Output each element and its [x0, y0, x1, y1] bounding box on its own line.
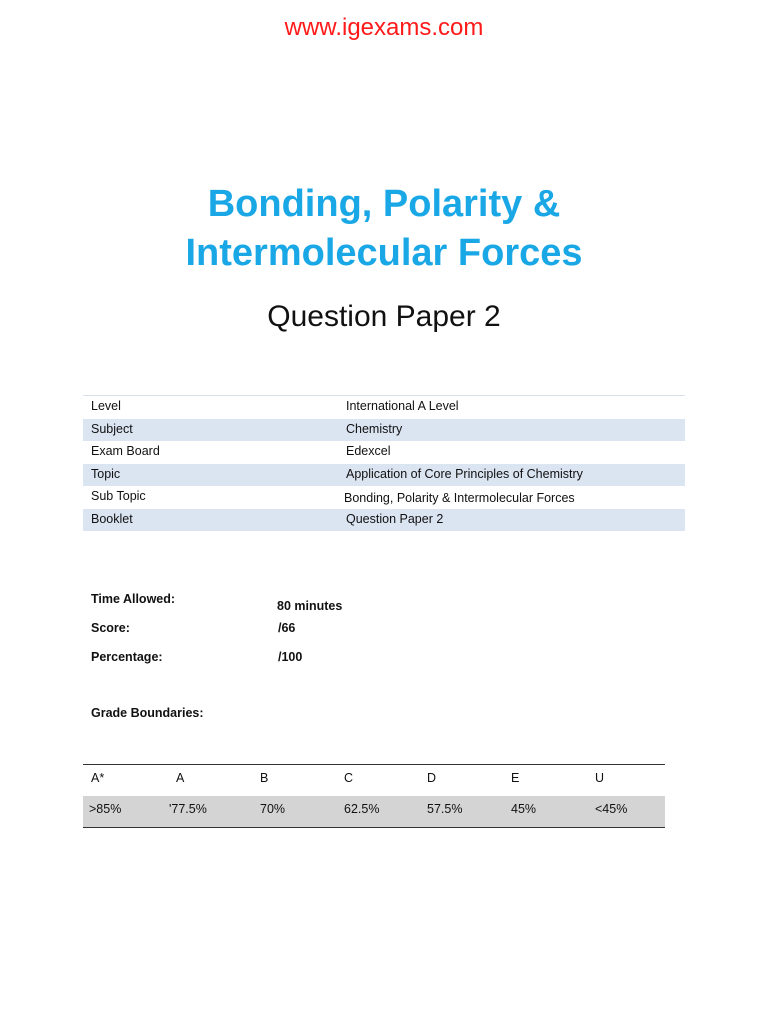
score-value: /66 — [278, 621, 296, 635]
grade-header-row — [83, 764, 665, 797]
grade-header-cell: B — [260, 771, 269, 785]
info-label: Sub Topic — [91, 489, 146, 503]
score-label: Score: — [91, 621, 130, 635]
grade-header-cell: A — [176, 771, 185, 785]
info-value: Question Paper 2 — [346, 511, 444, 526]
grade-value-cell: >85% — [89, 802, 122, 816]
grade-header-cell: E — [511, 771, 520, 785]
title-line-2: Intermolecular Forces — [185, 232, 583, 274]
info-value: International A Level — [346, 399, 459, 413]
info-row-level — [83, 396, 685, 419]
grade-header-cell: C — [344, 771, 354, 785]
grade-header-cell: U — [595, 771, 605, 785]
info-row-subject — [83, 419, 685, 442]
grade-value-cell: '77.5% — [169, 802, 207, 816]
site-url[interactable]: www.igexams.com — [284, 14, 484, 41]
grade-value-cell: 62.5% — [344, 802, 380, 816]
time-allowed-label: Time Allowed: — [91, 592, 176, 606]
grade-value-cell: <45% — [595, 802, 628, 816]
time-allowed-value: 80 minutes — [277, 599, 343, 613]
grade-boundaries-table — [83, 764, 665, 828]
info-label: Booklet — [91, 511, 133, 526]
info-label: Topic — [91, 466, 121, 481]
info-table — [83, 395, 685, 531]
document-subtitle: Question Paper 2 — [267, 300, 501, 333]
grade-header-cell: A* — [91, 771, 105, 785]
info-label: Level — [91, 399, 121, 413]
info-row-topic — [83, 464, 685, 487]
document-title — [0, 180, 768, 278]
info-value: Edexcel — [346, 444, 391, 458]
info-value: Chemistry — [346, 421, 403, 436]
percentage-label: Percentage: — [91, 650, 163, 664]
grade-boundaries-label: Grade Boundaries: — [91, 706, 204, 720]
grade-value-cell: 45% — [511, 802, 537, 816]
info-label: Subject — [91, 421, 133, 436]
info-label: Exam Board — [91, 444, 160, 458]
title-line-1: Bonding, Polarity & — [207, 183, 561, 225]
info-row-booklet — [83, 509, 685, 532]
info-value: Application of Core Principles of Chemistry — [346, 466, 583, 481]
grade-value-cell: 57.5% — [427, 802, 463, 816]
grade-values-row — [83, 796, 665, 828]
info-row-exam-board — [83, 441, 685, 464]
info-value: Bonding, Polarity & Intermolecular Forces — [344, 491, 575, 505]
grade-value-cell: 70% — [260, 802, 286, 816]
info-row-sub-topic — [83, 486, 685, 509]
grade-header-cell: D — [427, 771, 437, 785]
percentage-value: /100 — [278, 650, 303, 664]
